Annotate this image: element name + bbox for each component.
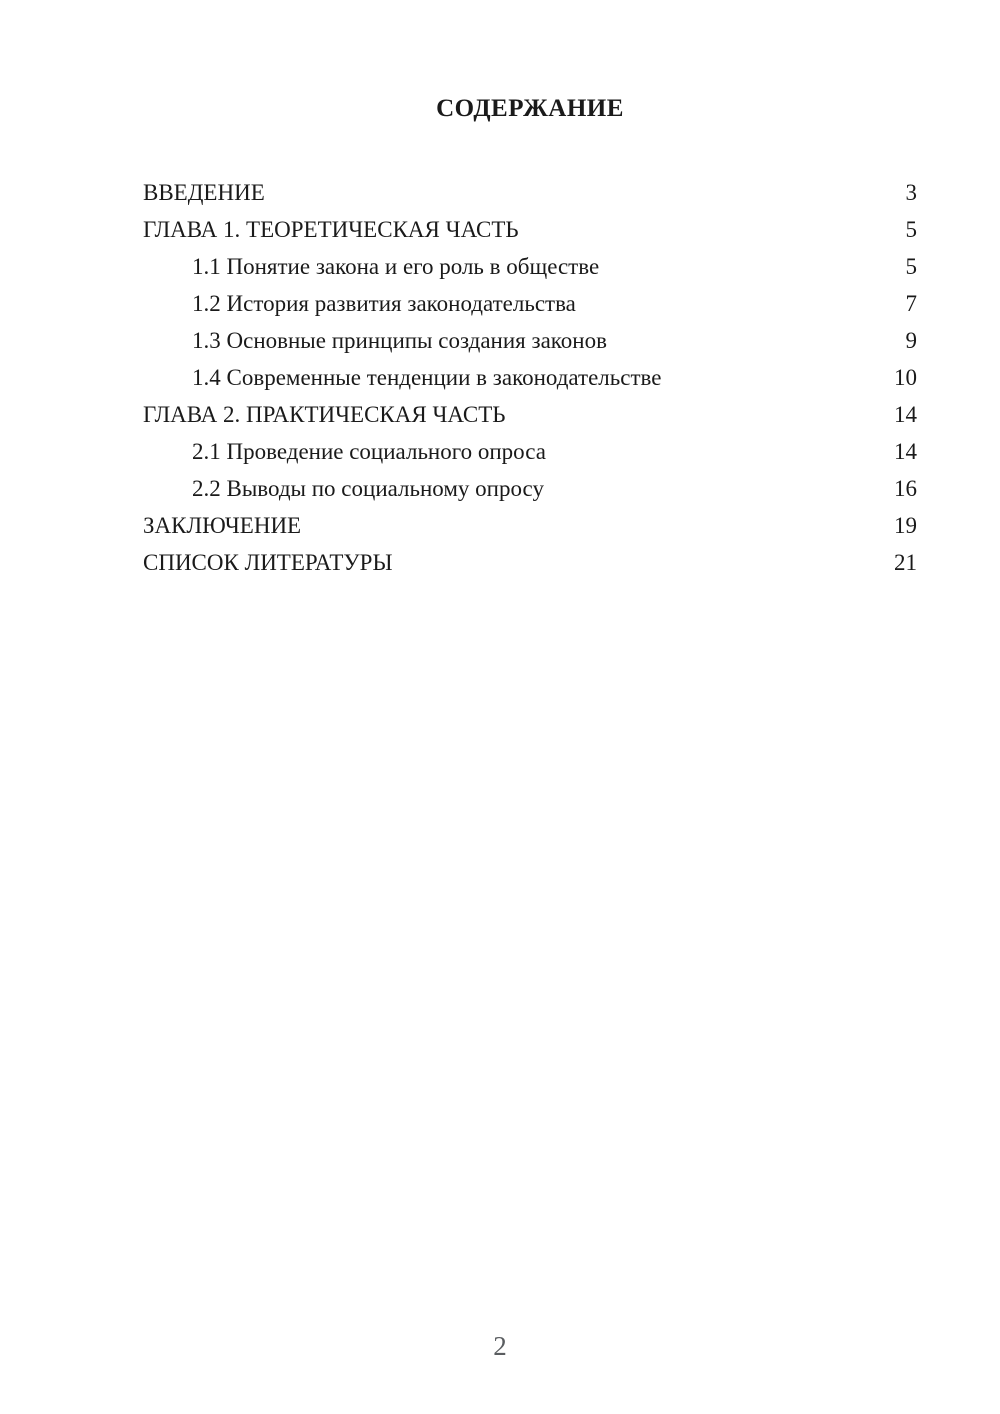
toc-entry — [143, 211, 917, 248]
toc-entry — [143, 359, 917, 396]
toc-entry — [143, 322, 917, 359]
toc-entry-page-number: 7 — [905, 290, 917, 316]
toc-entry-label: ГЛАВА 2. ПРАКТИЧЕСКАЯ ЧАСТЬ — [143, 401, 506, 427]
toc-entry-page-number: 21 — [894, 549, 917, 575]
toc-entry — [143, 544, 917, 581]
toc-entry-page-number: 5 — [905, 253, 917, 279]
toc-entry-page-number: 3 — [905, 179, 917, 205]
toc-entry — [143, 248, 917, 285]
toc-entry-label: 1.3 Основные принципы создания законов — [192, 327, 607, 353]
toc-entry-page-number: 14 — [894, 438, 917, 464]
toc-entry-page-number: 9 — [905, 327, 917, 353]
toc-entry-label: 1.1 Понятие закона и его роль в обществе — [192, 253, 600, 279]
toc-entry-label: СПИСОК ЛИТЕРАТУРЫ — [143, 549, 393, 575]
toc-entry — [143, 433, 917, 470]
toc-entry — [143, 507, 917, 544]
toc-entry — [143, 174, 917, 211]
toc-entry-page-number: 19 — [894, 512, 917, 538]
toc-entry-page-number: 16 — [894, 475, 917, 501]
toc-entry-label: ГЛАВА 1. ТЕОРЕТИЧЕСКАЯ ЧАСТЬ — [143, 216, 519, 242]
toc-entry — [143, 285, 917, 322]
toc-entry-label: ЗАКЛЮЧЕНИЕ — [143, 512, 302, 538]
toc-entry-page-number: 14 — [894, 401, 917, 427]
toc-entry-label: 1.2 История развития законодательства — [192, 290, 576, 316]
page-title: СОДЕРЖАНИЕ — [436, 95, 624, 122]
toc-entry-label: 1.4 Современные тенденции в законодательстве — [192, 364, 662, 390]
footer-page-number: 2 — [493, 1331, 507, 1361]
toc-entry — [143, 396, 917, 433]
toc-entry-page-number: 10 — [894, 364, 917, 390]
toc-entry-page-number: 5 — [905, 216, 917, 242]
toc-entry-label: 2.1 Проведение социального опроса — [192, 438, 546, 464]
toc-entry-label: ВВЕДЕНИЕ — [143, 179, 265, 205]
toc-entry — [143, 470, 917, 507]
toc-entry-label: 2.2 Выводы по социальному опросу — [192, 475, 544, 501]
table-of-contents — [143, 174, 917, 581]
